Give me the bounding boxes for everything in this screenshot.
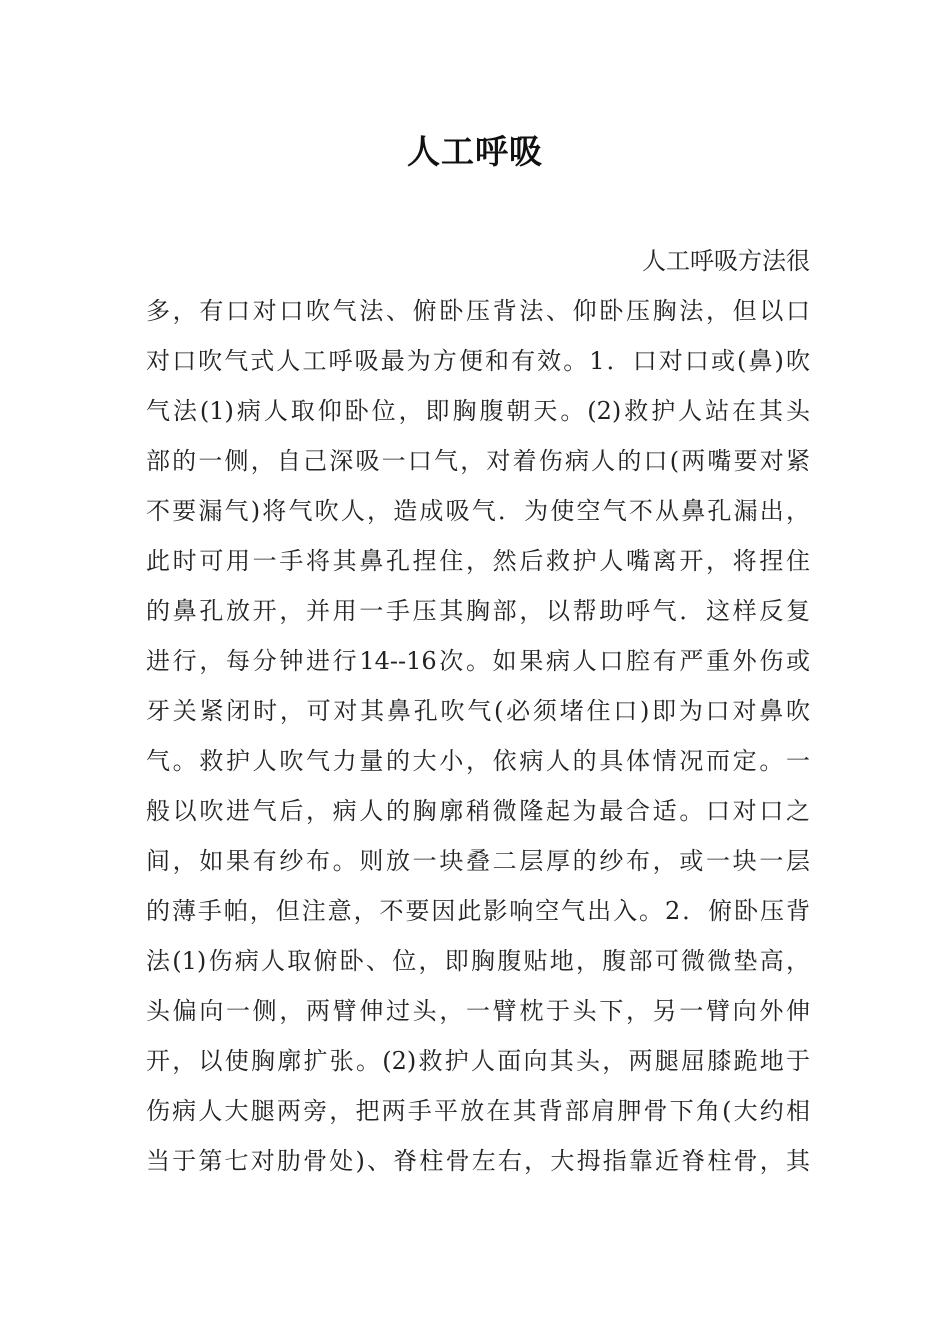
body-line: 多，有口对口吹气法、俯卧压背法、仰卧压胸法，但以口	[146, 297, 810, 325]
body-line: 不要漏气)将气吹人，造成吸气．为使空气不从鼻孔漏出，	[146, 497, 810, 525]
body-line: 伤病人大腿两旁，把两手平放在其背部肩胛骨下角(大约相	[146, 1097, 810, 1125]
body-line: 气法(1)病人取仰卧位，即胸腹朝天。(2)救护人站在其头	[146, 397, 810, 425]
body-line: 法(1)伤病人取俯卧、位，即胸腹贴地，腹部可微微垫高，	[146, 947, 810, 975]
body-line: 牙关紧闭时，可对其鼻孔吹气(必须堵住口)即为口对鼻吹	[146, 697, 810, 725]
body-line: 间，如果有纱布。则放一块叠二层厚的纱布，或一块一层	[146, 847, 810, 875]
body-line: 此时可用一手将其鼻孔捏住，然后救护人嘴离开，将捏住	[146, 547, 810, 575]
body-line: 当于第七对肋骨处)、脊柱骨左右，大拇指靠近脊柱骨，其	[146, 1147, 810, 1175]
body-line: 开，以使胸廓扩张。(2)救护人面向其头，两腿屈膝跪地于	[146, 1047, 810, 1075]
document-title: 人工呼吸	[407, 132, 543, 171]
body-line: 的鼻孔放开，并用一手压其胸部，以帮助呼气．这样反复	[146, 597, 810, 625]
body-line: 头偏向一侧，两臂伸过头，一臂枕于头下，另一臂向外伸	[146, 997, 810, 1025]
body-line: 气。救护人吹气力量的大小，依病人的具体情况而定。一	[146, 747, 810, 775]
body-line: 的薄手帕，但注意，不要因此影响空气出入。2．俯卧压背	[146, 897, 810, 925]
body-line: 部的一侧，自己深吸一口气，对着伤病人的口(两嘴要对紧	[146, 447, 810, 475]
body-line: 般以吹进气后，病人的胸廓稍微隆起为最合适。口对口之	[146, 797, 810, 825]
document-body	[146, 236, 810, 1186]
body-line: 进行，每分钟进行14--16次。如果病人口腔有严重外伤或	[146, 647, 810, 675]
body-line: 对口吹气式人工呼吸最为方便和有效。1．口对口或(鼻)吹	[146, 347, 810, 375]
body-line: 人工呼吸方法很	[642, 247, 810, 275]
